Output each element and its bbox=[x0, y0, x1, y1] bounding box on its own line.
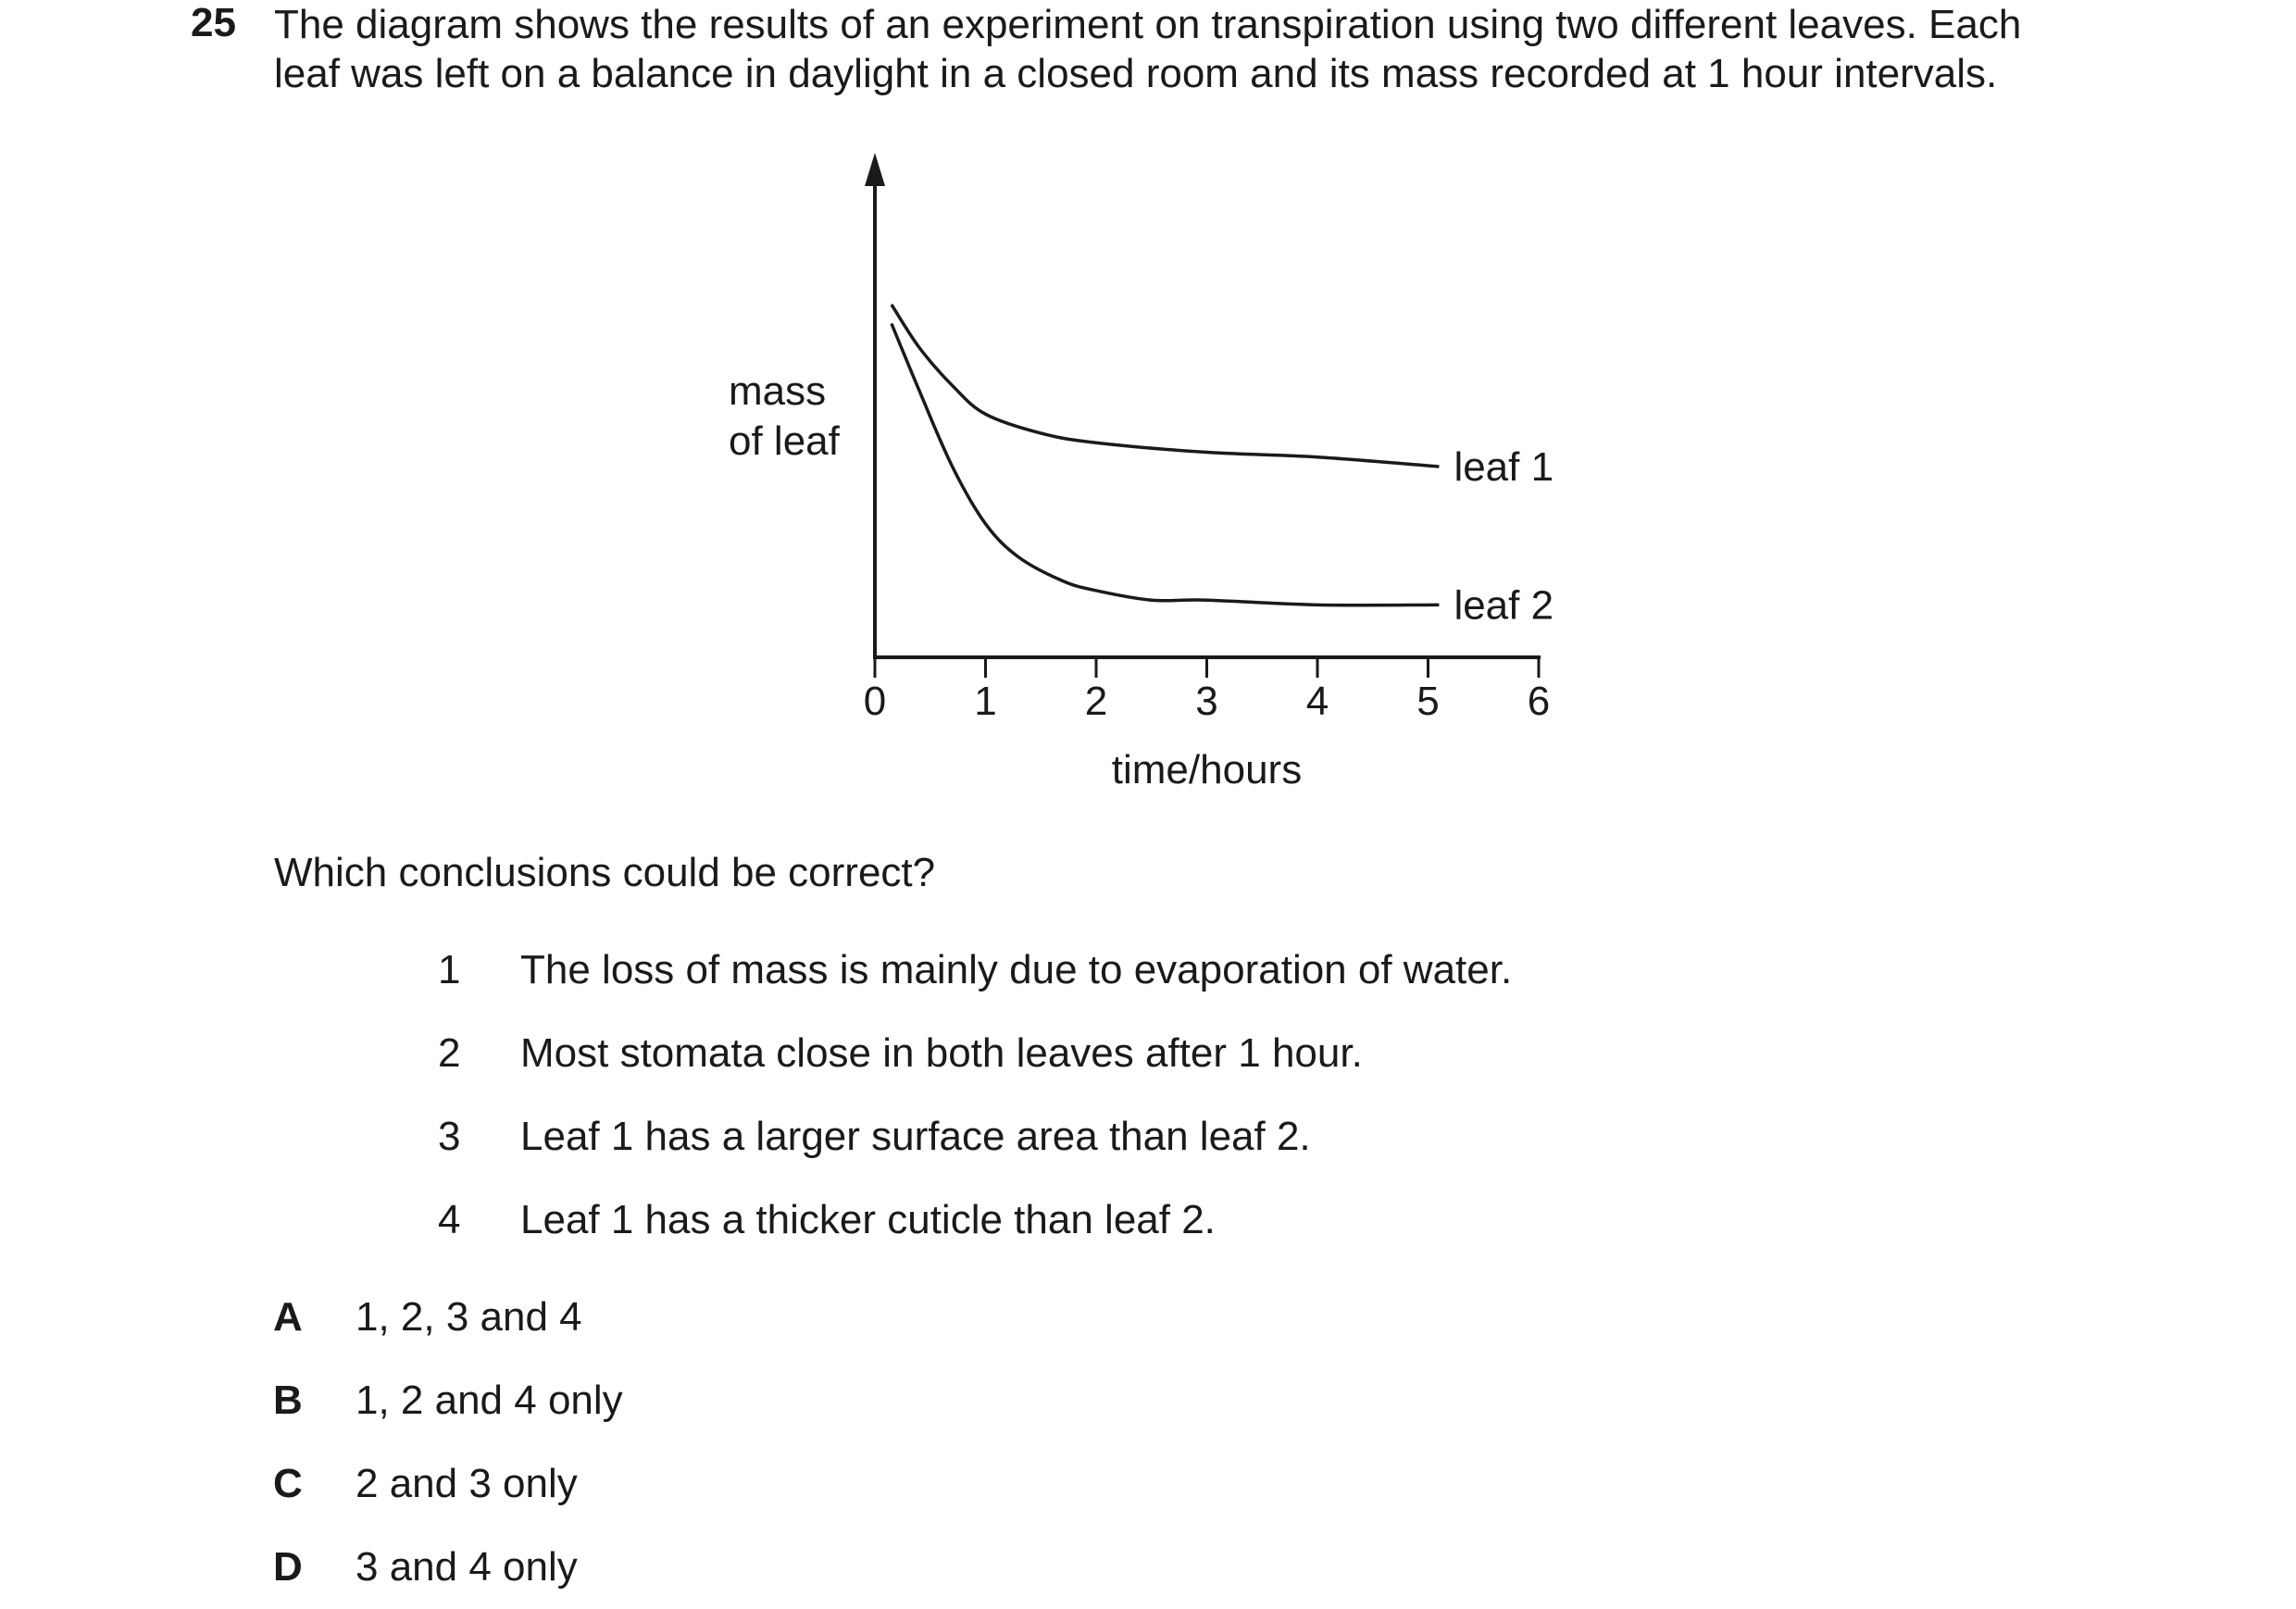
series-line-leaf-1 bbox=[892, 305, 1440, 467]
x-tick-label: 5 bbox=[1416, 679, 1440, 724]
series-line-leaf-2 bbox=[892, 324, 1440, 605]
x-tick-label: 4 bbox=[1305, 679, 1329, 724]
x-tick-label: 3 bbox=[1195, 679, 1218, 724]
option-b-text[interactable]: 1, 2 and 4 only bbox=[356, 1378, 623, 1423]
statement-text-3: Leaf 1 has a larger surface area than leaf 2. bbox=[520, 1114, 1311, 1159]
question-prompt: Which conclusions could be correct? bbox=[274, 850, 936, 895]
x-tick-label: 1 bbox=[974, 679, 997, 724]
x-tick-label: 2 bbox=[1084, 679, 1108, 724]
option-a-letter[interactable]: A bbox=[273, 1294, 303, 1340]
statement-text-2: Most stomata close in both leaves after 1 hour. bbox=[520, 1030, 1363, 1076]
series-label-leaf-1: leaf 1 bbox=[1454, 444, 1554, 490]
option-d-letter[interactable]: D bbox=[273, 1544, 303, 1590]
option-c-text[interactable]: 2 and 3 only bbox=[356, 1461, 578, 1506]
option-c-letter[interactable]: C bbox=[273, 1461, 303, 1506]
x-tick-label: 6 bbox=[1527, 679, 1551, 724]
option-a-text[interactable]: 1, 2, 3 and 4 bbox=[356, 1294, 582, 1340]
question-number: 25 bbox=[191, 0, 236, 45]
statement-text-1: The loss of mass is mainly due to evaporation of water. bbox=[520, 947, 1513, 992]
question-stem-line-1: The diagram shows the results of an experiment on transpiration using two different leaves. Each bbox=[274, 2, 2022, 47]
y-axis-arrow-icon bbox=[865, 153, 885, 186]
series-label-leaf-2: leaf 2 bbox=[1454, 582, 1554, 629]
y-axis-label-line-2: of leaf bbox=[729, 418, 840, 464]
statement-number-4: 4 bbox=[438, 1197, 461, 1242]
x-axis-label: time/hours bbox=[1111, 747, 1303, 792]
statement-number-3: 3 bbox=[438, 1114, 461, 1159]
statement-number-2: 2 bbox=[438, 1030, 461, 1076]
y-axis-label-line-1: mass bbox=[729, 368, 827, 414]
statement-number-1: 1 bbox=[438, 947, 461, 992]
option-b-letter[interactable]: B bbox=[273, 1378, 303, 1423]
x-tick-label: 0 bbox=[863, 679, 887, 724]
statement-text-4: Leaf 1 has a thicker cuticle than leaf 2. bbox=[520, 1197, 1216, 1242]
option-d-text[interactable]: 3 and 4 only bbox=[356, 1544, 578, 1590]
question-stem-line-2: leaf was left on a balance in daylight in a closed room and its mass recorded at 1 hour intervals. bbox=[274, 51, 1998, 96]
